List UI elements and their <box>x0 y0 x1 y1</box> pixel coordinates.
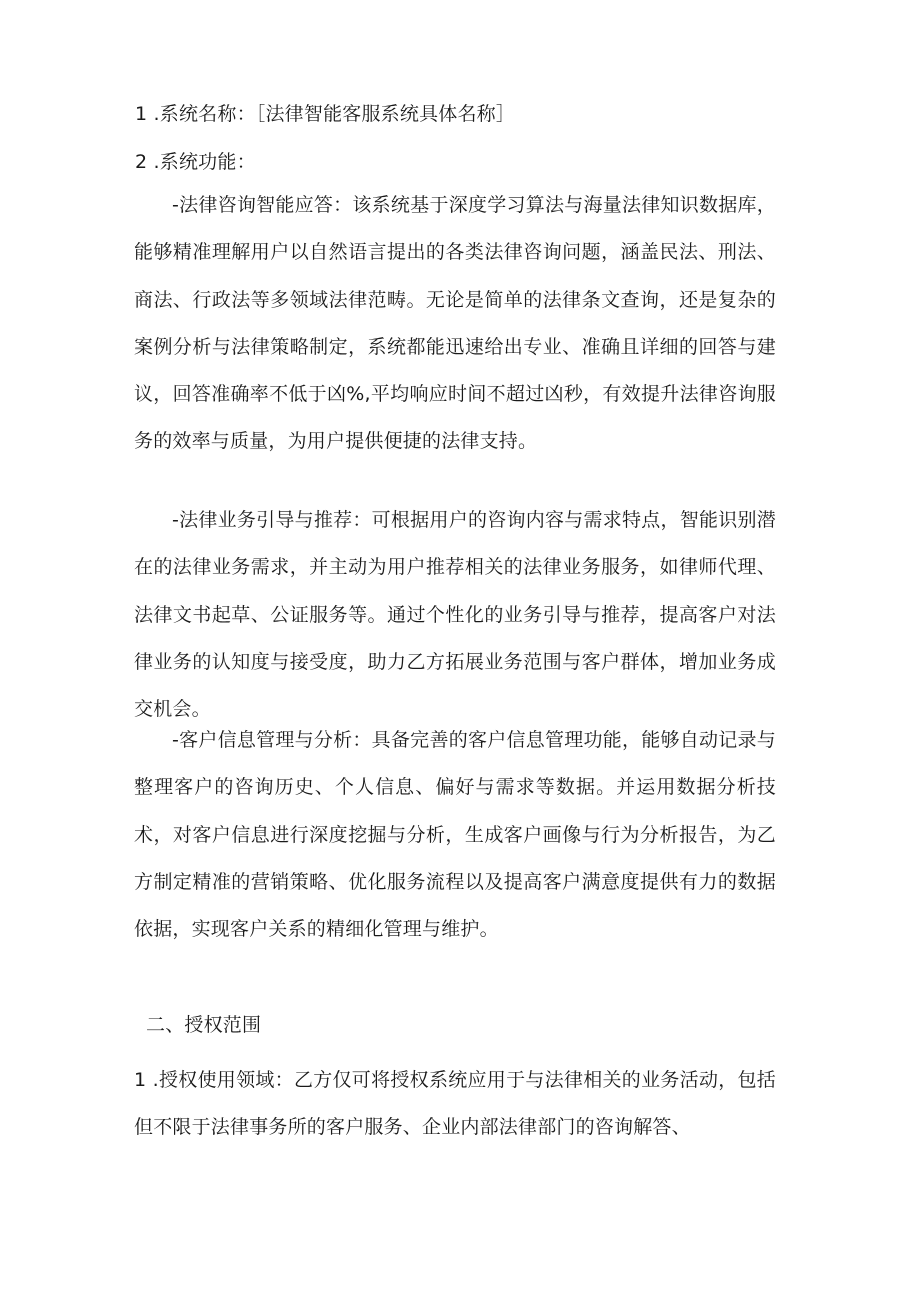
system-functions-item: 2 .系统功能： <box>135 151 256 173</box>
function-paragraph-business-guidance: -法律业务引导与推荐：可根据用户的咨询内容与需求特点，智能识别潜在的法律业务需求，并主动为用户推荐相关的法律业务服务，如律师代理、法律文书起草、公证服务等。通过个性化的业务引导与推荐，提高客户对法律业务的认知度与接受度，助力乙方拓展业务范围与客户群体，增加业务成交机会。 <box>134 509 776 721</box>
authorization-domain-paragraph: 1 .授权使用领域：乙方仅可将授权系统应用于与法律相关的业务活动，包括但不限于法律事务所的客户服务、企业内部法律部门的咨询解答、 <box>134 1069 776 1139</box>
function-paragraph-legal-consultation: -法律咨询智能应答：该系统基于深度学习算法与海量法律知识数据库，能够精准理解用户以自然语言提出的各类法律咨询问题，涵盖民法、刑法、商法、行政法等多领域法律范畴。无论是简单的法律条文查询，还是复杂的案例分析与法律策略制定，系统都能迅速给出专业、准确且详细的回答与建议，回答准确率不低于凶%,平均响应时间不超过凶秒，有效提升法律咨询服务的效率与质量，为用户提供便捷的法律支持。 <box>134 194 776 453</box>
function-paragraph-customer-info: -客户信息管理与分析：具备完善的客户信息管理功能，能够自动记录与整理客户的咨询历史、个人信息、偏好与需求等数据。并运用数据分析技术，对客户信息进行深度挖掘与分析，生成客户画像与行为分析报告，为乙方制定精准的营销策略、优化服务流程以及提高客户满意度提供有力的数据依据，实现客户关系的精细化管理与维护。 <box>134 729 776 941</box>
section-heading-authorization-scope: 二、授权范围 <box>146 1014 262 1036</box>
system-name-item: 1 .系统名称：［法律智能客服系统具体名称］ <box>135 103 516 125</box>
